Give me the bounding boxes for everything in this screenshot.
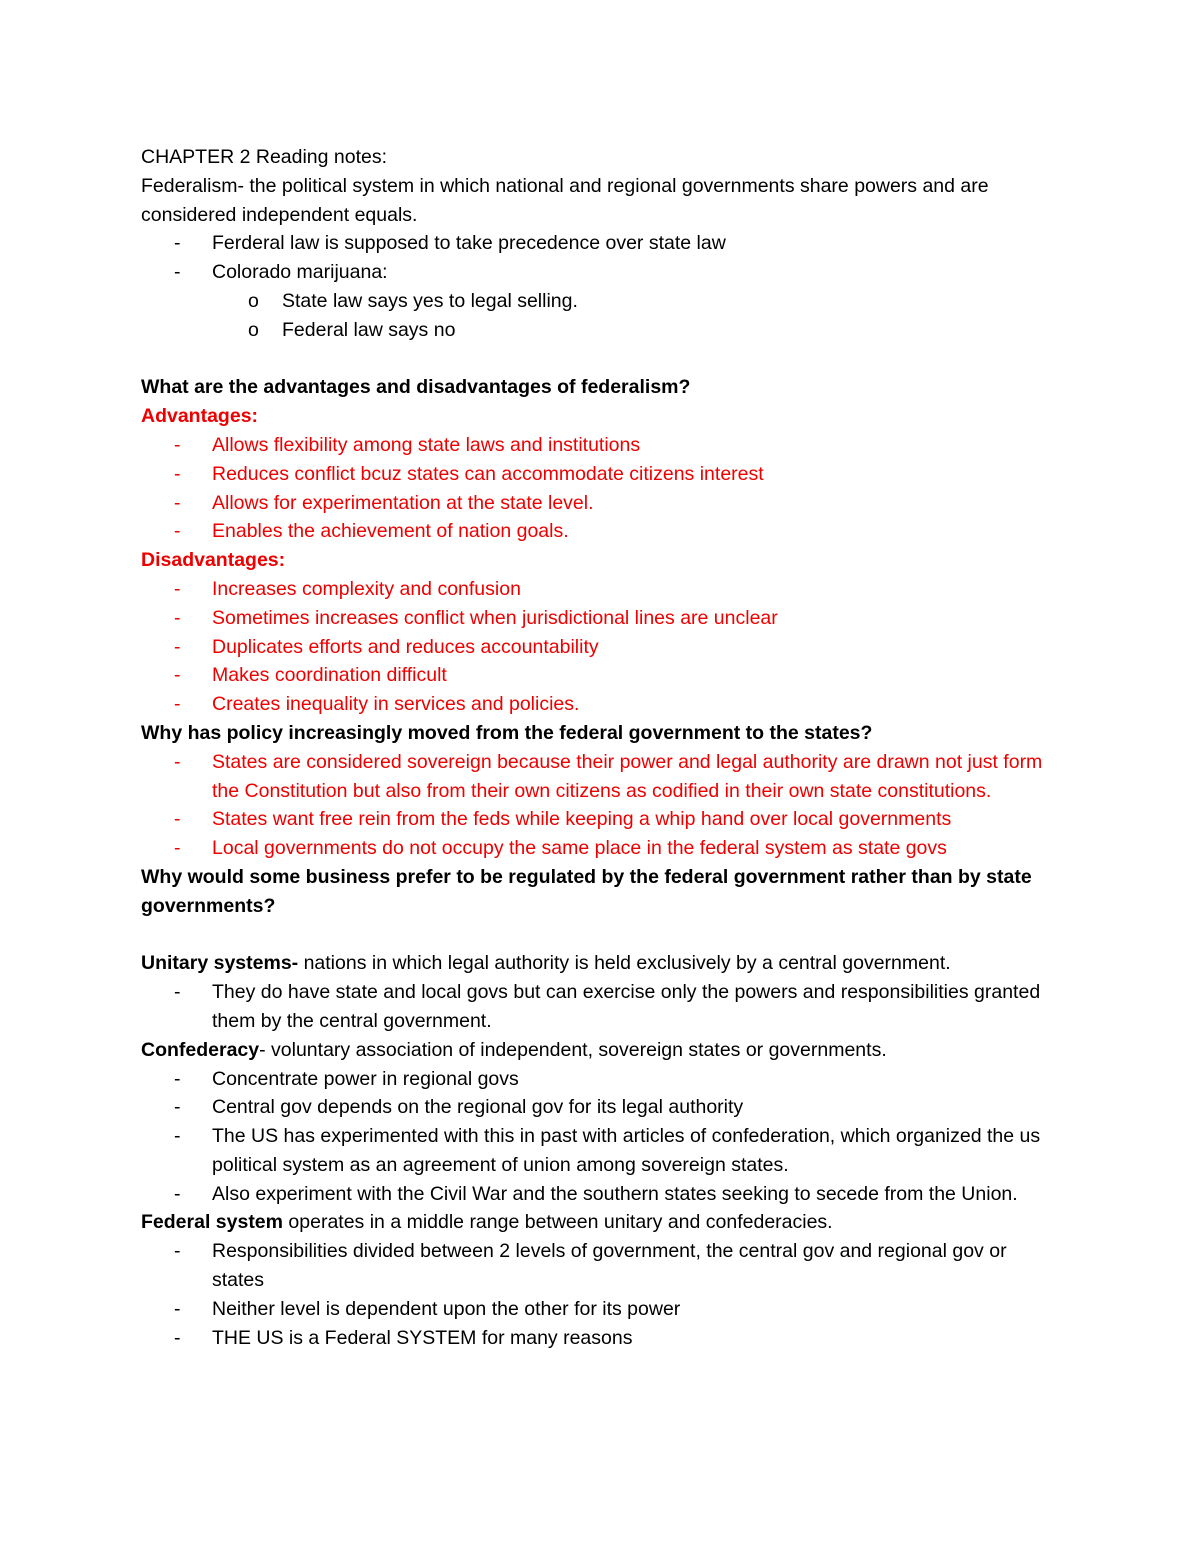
unitary-definition: Unitary systems- nations in which legal authority is held exclusively by a central government. — [141, 952, 951, 975]
confederacy-definition: Confederacy- voluntary association of independent, sovereign states or governments. — [141, 1038, 887, 1061]
list-item: - States want free rein from the feds while keeping a whip hand over local governments — [174, 808, 952, 831]
disadvantages-heading: Disadvantages: — [141, 549, 286, 572]
list-item: - THE US is a Federal SYSTEM for many reasons — [174, 1326, 633, 1349]
list-item: - Increases complexity and confusion — [174, 577, 521, 600]
list-item: - Neither level is dependent upon the other for its power — [174, 1297, 681, 1320]
question-policy-shift: Why has policy increasingly moved from the federal government to the states? — [141, 721, 873, 744]
list-item: - Ferderal law is supposed to take precedence over state law — [174, 232, 726, 255]
list-item: - Allows flexibility among state laws and institutions — [174, 433, 641, 456]
list-item: - Central gov depends on the regional gov for its legal authority — [174, 1096, 744, 1119]
chapter-title: CHAPTER 2 Reading notes: — [141, 146, 388, 168]
list-item: - States are considered sovereign because their power and legal authority are drawn not just form the Constitution but also from their own citizens as codified in their own state constitutions. — [174, 750, 1043, 802]
question-advantages-disadvantages: What are the advantages and disadvantages of federalism? — [141, 376, 691, 399]
list-item: - Makes coordination difficult — [174, 664, 447, 687]
list-item: - Allows for experimentation at the state level. — [174, 491, 594, 514]
federalism-definition: Federalism- the political system in which national and regional governments share powers and are considered independent equals. — [141, 174, 989, 226]
list-item: - Enables the achievement of nation goals. — [174, 520, 569, 543]
list-item: - Duplicates efforts and reduces accountability — [174, 635, 599, 658]
advantages-heading: Advantages: — [141, 405, 259, 428]
list-item: - Also experiment with the Civil War and the southern states seeking to secede from the Union. — [174, 1182, 1018, 1205]
list-item: - Responsibilities divided between 2 levels of government, the central gov and regional gov or states — [174, 1240, 1007, 1292]
list-item: - Sometimes increases conflict when jurisdictional lines are unclear — [174, 606, 778, 629]
list-item: - Colorado marijuana: — [174, 261, 388, 284]
list-item: - Reduces conflict bcuz states can accommodate citizens interest — [174, 462, 764, 485]
blank-line — [141, 921, 1061, 950]
list-item: - Concentrate power in regional govs — [174, 1067, 519, 1090]
sub-list-item: o State law says yes to legal selling. — [248, 289, 578, 312]
list-item: - Local governments do not occupy the same place in the federal system as state govs — [174, 837, 947, 860]
question-business-regulation: Why would some business prefer to be regulated by the federal government rather than by state governments? — [141, 865, 1032, 917]
sub-list-item: o Federal law says no — [248, 318, 456, 341]
document-body — [141, 143, 1061, 1352]
list-item: - The US has experimented with this in past with articles of confederation, which organized the us political system as an agreement of union among sovereign states. — [174, 1125, 1041, 1176]
list-item: - Creates inequality in services and policies. — [174, 693, 580, 716]
blank-line — [141, 345, 1061, 374]
federal-system-definition: Federal system operates in a middle range between unitary and confederacies. — [141, 1211, 833, 1234]
list-item: - They do have state and local govs but can exercise only the powers and responsibilities granted them by the central government. — [174, 981, 1041, 1032]
